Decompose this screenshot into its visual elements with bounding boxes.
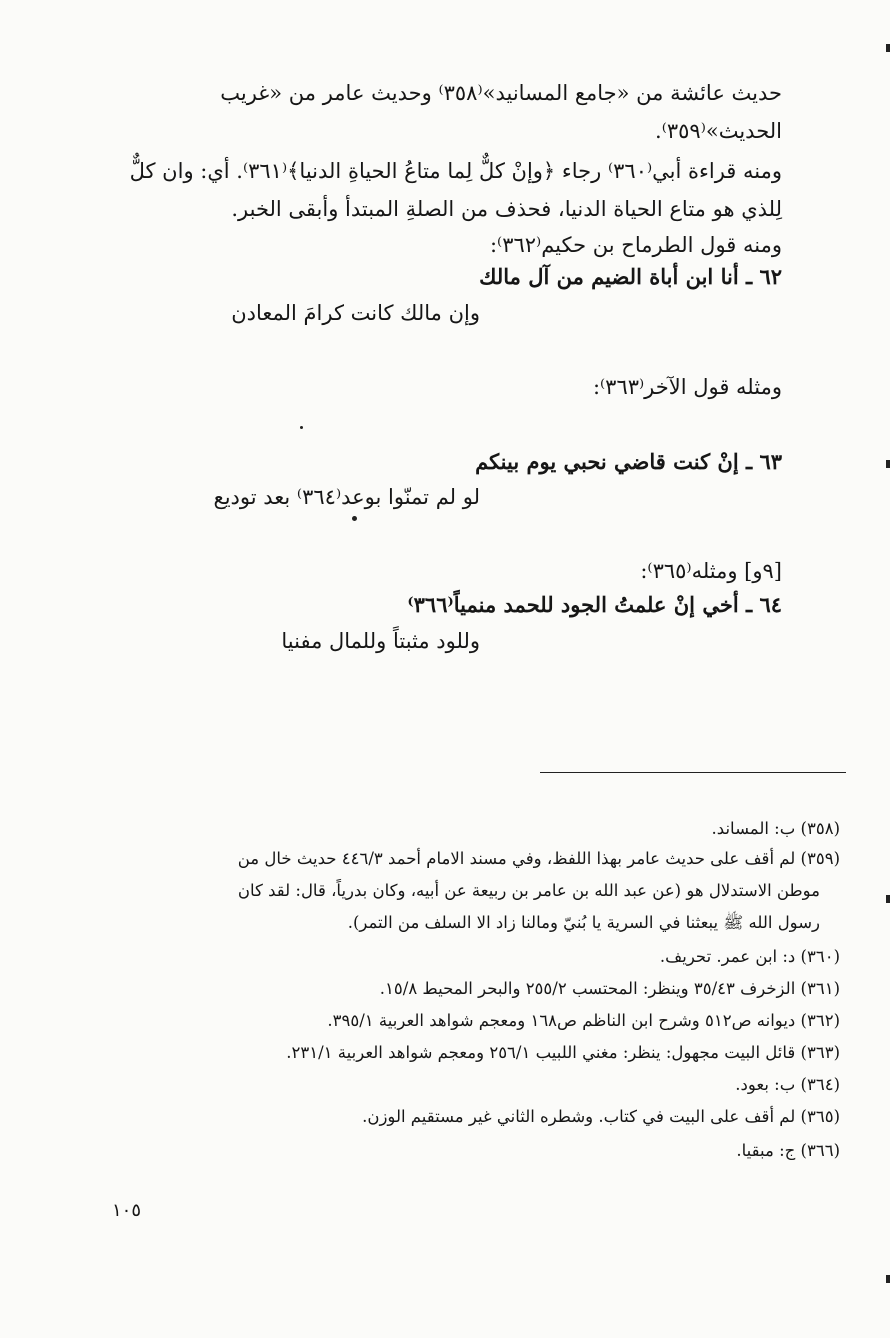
footnote: (٣٦٤) ب: بعود. xyxy=(735,1075,840,1094)
footnote: (٣٦٦) ج: مبقيا. xyxy=(736,1141,840,1160)
page-number: ١٠٥ xyxy=(112,1200,142,1221)
footnote: (٣٦٣) قائل البيت مجهول: ينظر: مغني اللبيب ٢٥٦/١ ومعجم شواهد العربية ٢٣١/١. xyxy=(286,1043,840,1062)
footnote-continuation: موطن الاستدلال هو (عن عبد الله بن عامر بن ربيعة عن أبيه، وكان بدرياً، قال: لقد كان xyxy=(237,881,820,900)
body-line: الحديث»⁽٣٥٩⁾. xyxy=(655,119,782,143)
verse-first-hemistich: ٦٢ ـ أنا ابن أباة الضيم من آل مالك xyxy=(479,264,782,289)
body-line: ومنه قول الطرماح بن حكيم⁽٣٦٢⁾: xyxy=(489,233,782,257)
footnote: (٣٦٠) د: ابن عمر. تحريف. xyxy=(659,947,840,966)
edge-mark xyxy=(886,460,890,468)
verse-second-hemistich: وإن مالك كانت كرامَ المعادن xyxy=(231,301,480,325)
edge-mark xyxy=(886,1275,890,1283)
verse-second-hemistich: وللود مثبتاً وللمال مفنيا xyxy=(281,629,480,653)
body-line: ومثله قول الآخر⁽٣٦٣⁾: xyxy=(592,375,782,399)
body-line: لِلذي هو متاع الحياة الدنيا، فحذف من الصلةِ المبتدأ وأبقى الخبر. xyxy=(231,197,782,221)
footnote-continuation: رسول الله ﷺ يبعثنا في السرية يا بُنيّ ومالنا زاد الا السلف من التمر). xyxy=(347,913,820,932)
edge-mark xyxy=(886,44,890,52)
body-line: ومنه قراءة أبي⁽٣٦٠⁾ رجاء ﴿وإنْ كلٌّ لِما متاعُ الحياةِ الدنيا﴾⁽٣٦١⁾. أي: وان كلٌّ xyxy=(129,159,782,183)
footnote: (٣٥٩) لم أقف على حديث عامر بهذا اللفظ، وفي مسند الامام أحمد ٤٤٦/٣ حديث خال من xyxy=(237,849,840,868)
verse-first-hemistich: ٦٤ ـ أخي إنْ علمتُ الجود للحمد منمياً⁽٣٦٦⁾ xyxy=(407,592,782,617)
body-line: [٩و] ومثله⁽٣٦٥⁾: xyxy=(640,559,782,583)
footnote: (٣٦٢) ديوانه ص٥١٢ وشرح ابن الناظم ص١٦٨ ومعجم شواهد العربية ٣٩٥/١. xyxy=(327,1011,840,1030)
verse-second-hemistich: لو لم تمنّوا بوعد⁽٣٦٤⁾ بعد توديع xyxy=(213,485,480,509)
ink-speck xyxy=(300,426,303,429)
footnote: (٣٦٥) لم أقف على البيت في كتاب. وشطره الثاني غير مستقيم الوزن. xyxy=(362,1107,840,1126)
footnote: (٣٥٨) ب: المساند. xyxy=(711,819,840,838)
ink-speck xyxy=(352,516,357,521)
edge-mark xyxy=(886,895,890,903)
body-line: حديث عائشة من «جامع المسانيد»⁽٣٥٨⁾ وحديث عامر من «غريب xyxy=(220,81,782,105)
footnote: (٣٦١) الزخرف ٣٥/٤٣ وينظر: المحتسب ٢٥٥/٢ والبحر المحيط ١٥/٨. xyxy=(379,979,840,998)
footnote-separator xyxy=(540,772,846,773)
verse-first-hemistich: ٦٣ ـ إنْ كنت قاضي نحبي يوم بينكم xyxy=(475,449,782,474)
